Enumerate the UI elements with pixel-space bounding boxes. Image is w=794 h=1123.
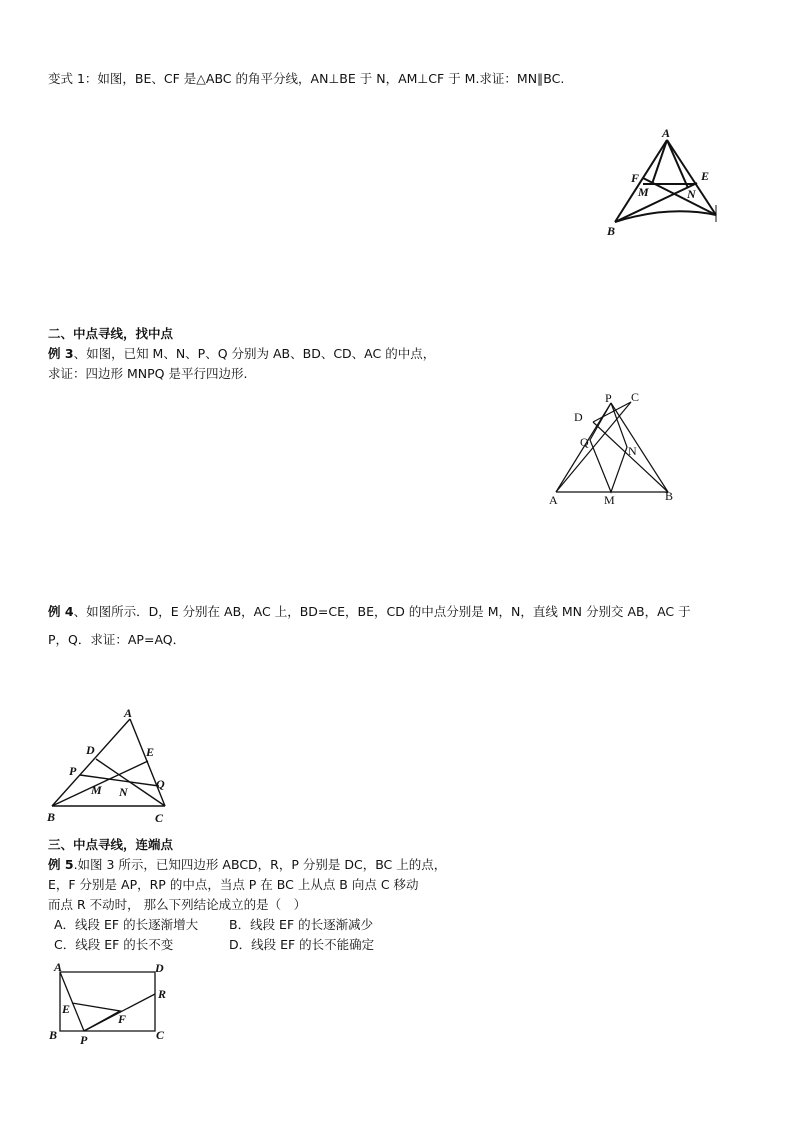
label-r: R — [158, 987, 167, 1001]
section2-heading: 二、中点寻线，找中点 — [48, 326, 174, 341]
segment-am — [652, 140, 667, 184]
section3-heading: 三、中点寻线，连端点 — [48, 837, 174, 852]
label-f: F — [631, 171, 640, 185]
label-c: C — [156, 1028, 165, 1042]
example5-line2: E，F 分别是 AP，RP 的中点，当点 P 在 BC 上从点 B 向点 C 移动 — [48, 877, 419, 892]
label-a: A — [549, 493, 558, 507]
label-q: Q — [580, 435, 589, 449]
segment-an — [667, 140, 688, 188]
label-n: N — [628, 444, 637, 458]
label-d: D — [155, 961, 164, 975]
option-d: D．线段 EF 的长不能确定 — [229, 937, 375, 952]
label-b: B — [47, 810, 56, 824]
variant1-figure — [600, 120, 725, 240]
variant1-statement: 变式 1：如图，BE、CF 是△ABC 的角平分线，AN⊥BE 于 N，AM⊥CF 于 M.求证：MN∥BC. — [48, 71, 565, 86]
label-a: A — [124, 706, 133, 720]
label-n: N — [687, 187, 696, 201]
label-q: Q — [156, 777, 165, 791]
example5-figure — [44, 955, 174, 1050]
option-a: A．线段 EF 的长逐渐增大 — [54, 917, 199, 932]
label-b: B — [665, 489, 674, 503]
label-m: M — [604, 493, 615, 507]
example3-line2: 求证：四边形 MNPQ 是平行四边形. — [48, 366, 248, 381]
label-e: E — [62, 1002, 71, 1016]
example4-figure — [40, 700, 180, 830]
label-b: B — [49, 1028, 58, 1042]
label-e: E — [146, 745, 155, 759]
label-n: N — [119, 785, 128, 799]
example5-line1: 例 5.如图 3 所示，已知四边形 ABCD，R，P 分别是 DC，BC 上的点， — [48, 857, 447, 872]
example5-line3: 而点 R 不动时， 那么下列结论成立的是（ ） — [48, 897, 307, 912]
example4-line2: P，Q．求证：AP=AQ． — [48, 632, 186, 647]
label-b: B — [607, 224, 616, 238]
label-d: D — [86, 743, 95, 757]
option-c: C．线段 EF 的长不变 — [54, 937, 174, 952]
label-a: A — [662, 126, 671, 140]
label-p: P — [69, 764, 77, 778]
option-b: B．线段 EF 的长逐渐减少 — [229, 917, 374, 932]
label-d: D — [574, 410, 583, 424]
label-f: F — [118, 1012, 127, 1026]
label-c: C — [631, 390, 640, 404]
label-e: E — [701, 169, 710, 183]
label-p: P — [80, 1033, 88, 1047]
label-p: P — [605, 391, 612, 405]
side-bc — [615, 211, 716, 222]
example3-line1: 例 3、如图，已知 M、N、P、Q 分别为 AB、BD、CD、AC 的中点， — [48, 346, 436, 361]
example3-figure — [540, 385, 685, 510]
label-a: A — [54, 960, 63, 974]
label-c: C — [155, 811, 164, 825]
example4-line1: 例 4、如图所示．D，E 分别在 AB，AC 上，BD=CE，BE，CD 的中点分别是 M，N，直线 MN 分别交 AB，AC 于 — [48, 604, 691, 619]
label-m: M — [91, 783, 102, 797]
label-m: M — [638, 185, 649, 199]
